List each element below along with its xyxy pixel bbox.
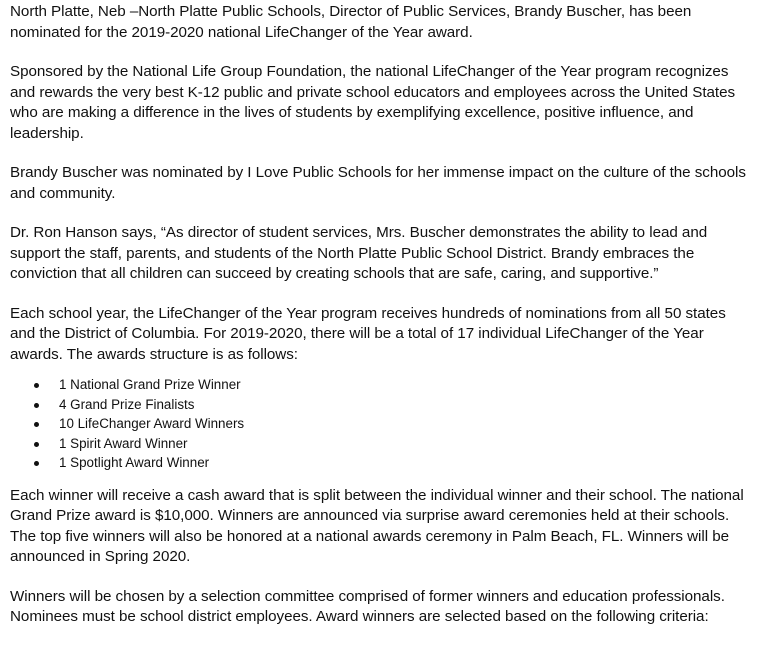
intro-paragraph: North Platte, Neb –North Platte Public Schools, Director of Public Services, Brandy Buscher, has been nominated for the 2019-2020 national LifeChanger of the Year award. — [10, 3, 692, 41]
document-page — [10, 2, 755, 628]
program-paragraph: Each school year, the LifeChanger of the Year program receives hundreds of nominations from all 50 states and the District of Columbia. For 2019-2020, there will be a total of 17 individual LifeChanger of the Year awards. The awards structure is as follows: — [10, 304, 726, 363]
list-item — [10, 395, 755, 415]
nomination-paragraph: Brandy Buscher was nominated by I Love Public Schools for her immense impact on the culture of the schools and community. — [10, 164, 746, 202]
award-label: 4 Grand Prize Finalists — [59, 396, 195, 412]
list-item — [10, 414, 755, 434]
bullet-icon — [34, 461, 39, 466]
bullet-icon — [34, 442, 39, 447]
quote-paragraph: Dr. Ron Hanson says, “As director of student services, Mrs. Buscher demonstrates the ability to lead and support the staff, parents, and students of the North Platte Public School District. Brandy embraces the conviction that all children can succeed by creating schools that are safe, caring, and supportive.” — [10, 224, 708, 282]
bullet-icon — [34, 403, 39, 408]
list-item — [10, 434, 755, 454]
award-label: 1 National Grand Prize Winner — [59, 377, 241, 392]
cash-award-paragraph: Each winner will receive a cash award that is split between the individual winner and their school. The national Grand Prize award is $10,000. Winners are announced via surprise award ceremonies held at their schools. The top five winners will also be honored at a national awards ceremony in Palm Beach, FL. Winners will be announced in Spring 2020. — [10, 486, 744, 566]
list-item — [10, 375, 755, 395]
selection-paragraph: Winners will be chosen by a selection committee comprised of former winners and education professionals. Nominees must be school district employees. Award winners are selected based on the following criteria: — [10, 587, 725, 626]
award-label: 10 LifeChanger Award Winners — [59, 416, 245, 432]
award-label: 1 Spotlight Award Winner — [59, 455, 210, 471]
list-item — [10, 453, 755, 473]
bullet-icon — [34, 422, 39, 427]
awards-list — [10, 375, 755, 473]
sponsor-paragraph: Sponsored by the National Life Group Foundation, the national LifeChanger of the Year program recognizes and rewards the very best K-12 public and private school educators and employees across the United States who are making a difference in the lives of students by exemplifying excellence, positive influence, and leadership. — [10, 63, 736, 142]
award-label: 1 Spirit Award Winner — [59, 435, 188, 451]
bullet-icon — [34, 383, 39, 388]
